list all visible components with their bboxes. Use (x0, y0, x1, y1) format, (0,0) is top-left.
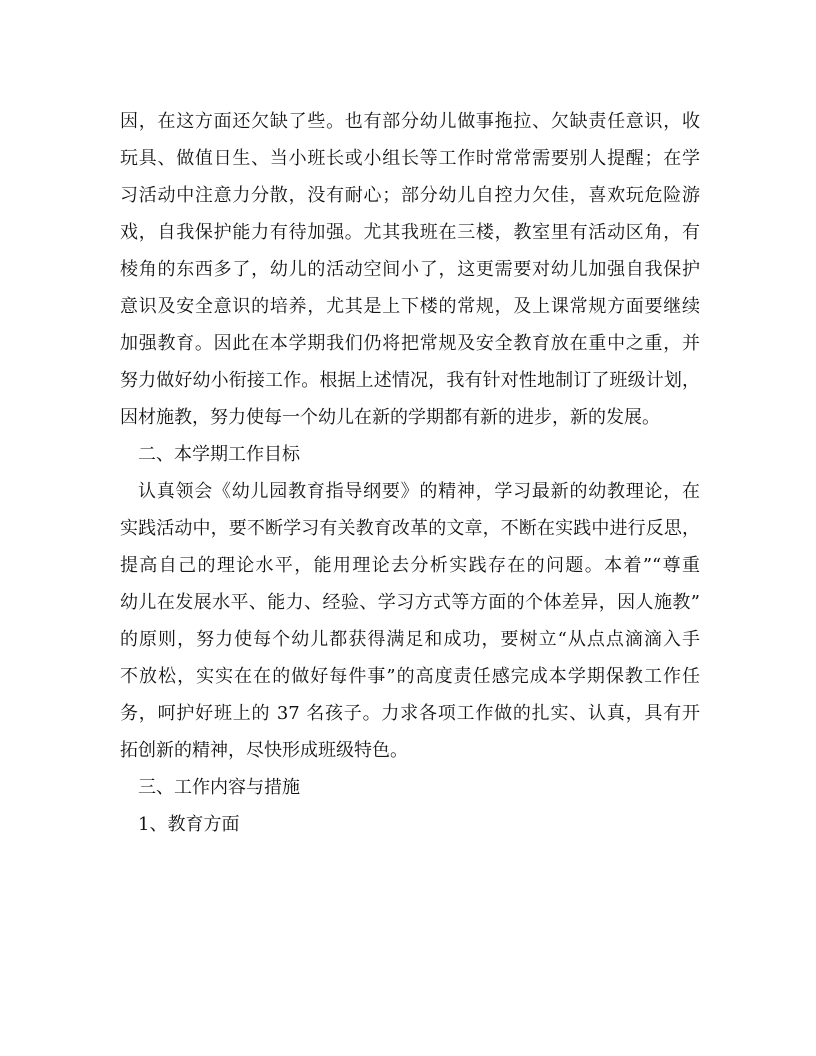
paragraph-line: 不放松，实实在在的做好每件事”的高度责任感完成本学期保教工作任 (120, 666, 700, 687)
paragraph-line: 拓创新的精神，尽快形成班级特色。 (120, 740, 408, 761)
paragraph-line: 戏，自我保护能力有待加强。尤其我班在三楼，教室里有活动区角，有 (120, 222, 700, 243)
paragraph-line: 幼儿在发展水平、能力、经验、学习方式等方面的个体差异，因人施教” (120, 592, 700, 613)
paragraph-line: 因，在这方面还欠缺了些。也有部分幼儿做事拖拉、欠缺责任意识，收 (120, 111, 700, 132)
paragraph-line: 提高自己的理论水平，能用理论去分析实践存在的问题。本着”“尊重 (120, 555, 700, 576)
paragraph-line: 因材施教，努力使每一个幼儿在新的学期都有新的进步，新的发展。 (120, 407, 660, 428)
paragraph-line: 意识及安全意识的培养，尤其是上下楼的常规，及上课常规方面要继续 (120, 296, 700, 317)
paragraph-line: 努力做好幼小衔接工作。根据上述情况，我有针对性地制订了班级计划， (120, 370, 700, 391)
paragraph-line: 实践活动中，要不断学习有关教育改革的文章，不断在实践中进行反思， (120, 518, 700, 539)
section-heading: 二、本学期工作目标 (138, 444, 300, 465)
paragraph-line: 的原则，努力使每个幼儿都获得满足和成功，要树立“从点点滴滴入手 (120, 629, 700, 650)
paragraph-line: 棱角的东西多了，幼儿的活动空间小了，这更需要对幼儿加强自我保护 (120, 259, 700, 280)
paragraph-line: 认真领会《幼儿园教育指导纲要》的精神，学习最新的幼教理论，在 (138, 481, 700, 502)
paragraph-line: 加强教育。因此在本学期我们仍将把常规及安全教育放在重中之重，并 (120, 333, 700, 354)
section-heading: 三、工作内容与措施 (138, 777, 300, 798)
paragraph-line: 玩具、做值日生、当小班长或小组长等工作时常常需要别人提醒；在学 (120, 148, 700, 169)
paragraph-line: 务，呵护好班上的 37 名孩子。力求各项工作做的扎实、认真，具有开 (120, 703, 700, 724)
paragraph-line: 习活动中注意力分散，没有耐心；部分幼儿自控力欠佳，喜欢玩危险游 (120, 185, 700, 206)
subsection-heading: 1、教育方面 (138, 814, 240, 835)
